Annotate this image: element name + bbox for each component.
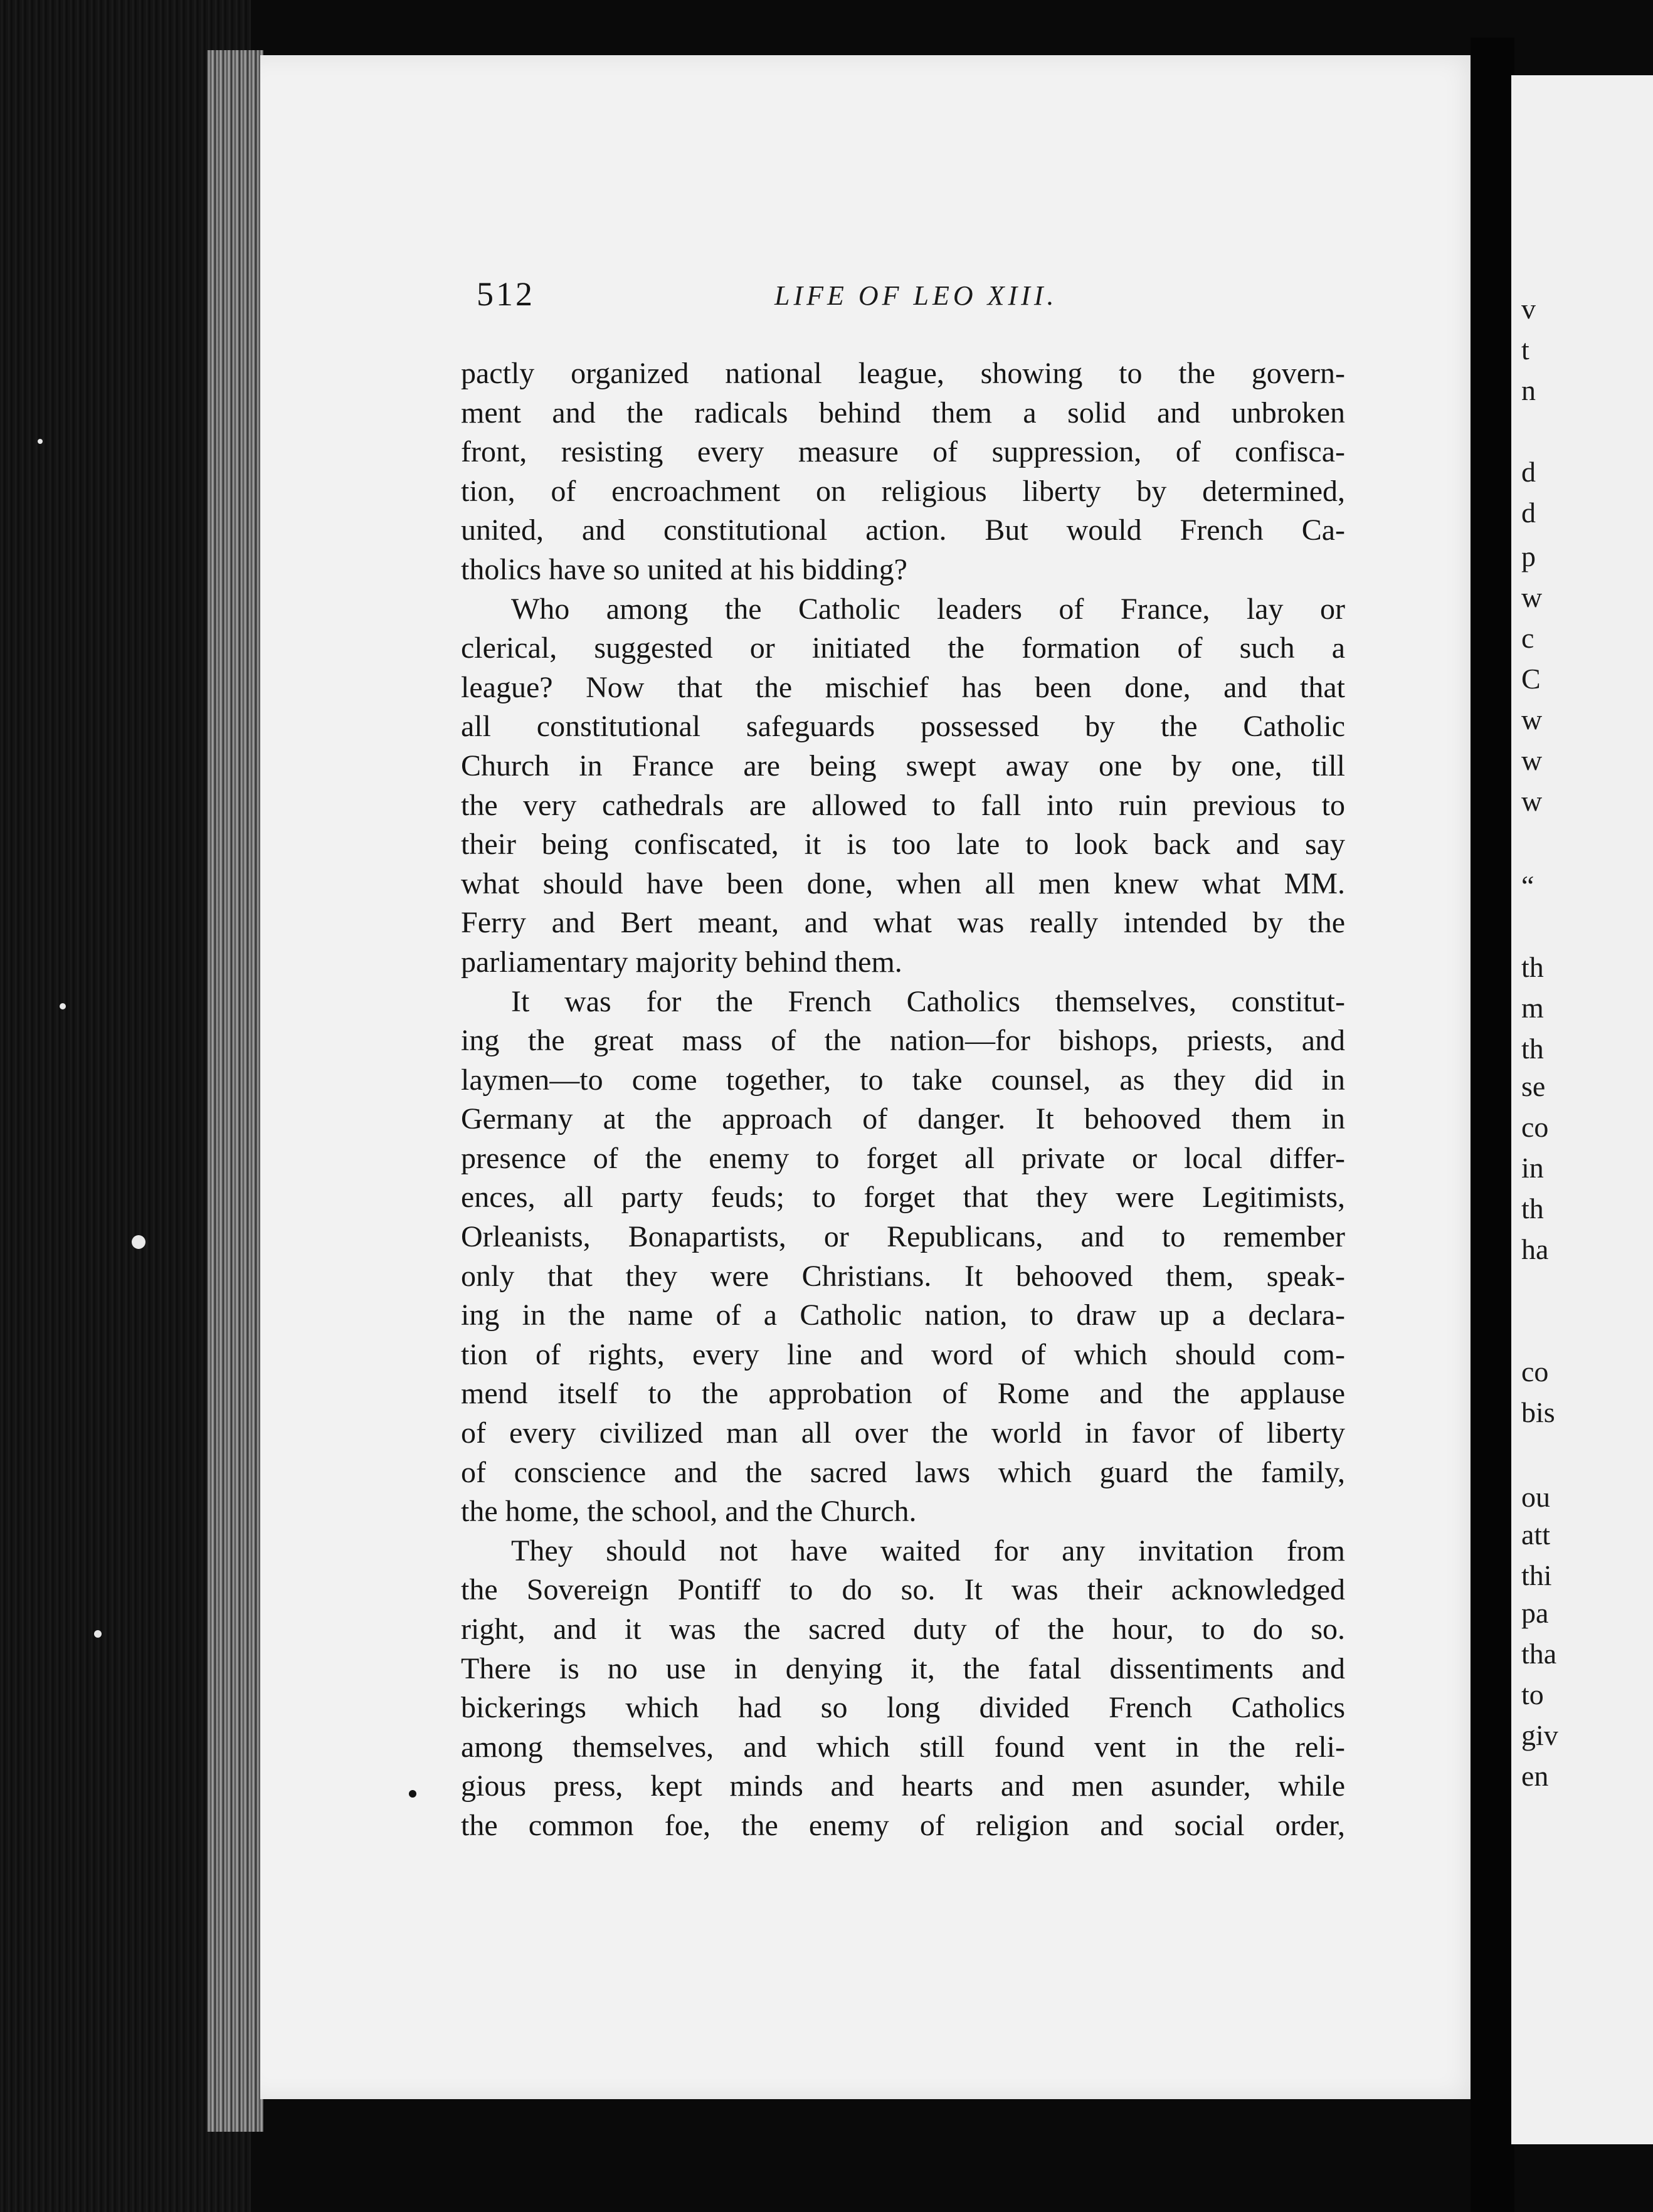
- text-line: only that they were Christians. It behooved them, speak-: [461, 1259, 1345, 1293]
- dust-speck: [132, 1235, 145, 1249]
- facing-page-line: co: [1521, 1356, 1549, 1388]
- facing-page-line: c: [1521, 622, 1534, 654]
- dust-speck: [60, 1003, 66, 1009]
- facing-page-line: ou: [1521, 1481, 1550, 1513]
- facing-page-line: w: [1521, 785, 1543, 817]
- text-line: There is no use in denying it, the fatal dissentiments and: [461, 1651, 1345, 1685]
- facing-page-line: th: [1521, 1193, 1544, 1224]
- facing-page-line: d: [1521, 497, 1536, 529]
- text-line: Ferry and Bert meant, and what was really intended by the: [461, 906, 1345, 940]
- text-line: tion, of encroachment on religious liberty by determined,: [461, 474, 1345, 508]
- facing-page-line: m: [1521, 992, 1544, 1024]
- facing-page-line: n: [1521, 374, 1536, 406]
- dust-speck: [94, 1630, 102, 1638]
- text-line: ment and the radicals behind them a solid and unbroken: [461, 396, 1345, 429]
- text-line: right, and it was the sacred duty of the hour, to do so.: [461, 1613, 1345, 1646]
- text-line: ing in the name of a Catholic nation, to draw up a declara-: [461, 1298, 1345, 1332]
- text-line: laymen—to come together, to take counsel, as they did in: [461, 1063, 1345, 1097]
- facing-page-line: d: [1521, 456, 1536, 488]
- facing-page-line: co: [1521, 1111, 1549, 1143]
- text-line: front, resisting every measure of suppression, of confisca-: [461, 435, 1345, 469]
- text-line: the Sovereign Pontiff to do so. It was their acknowledged: [461, 1573, 1345, 1607]
- text-line: ing the great mass of the nation—for bishops, priests, and: [461, 1024, 1345, 1058]
- text-line: Germany at the approach of danger. It behooved them in: [461, 1102, 1345, 1136]
- facing-page-line: “: [1521, 870, 1534, 902]
- text-line: their being confiscated, it is too late to look back and say: [461, 828, 1345, 861]
- text-line: united, and constitutional action. But would French Ca-: [461, 514, 1345, 547]
- text-line: bickerings which had so long divided French Catholics: [461, 1691, 1345, 1725]
- text-line: Who among the Catholic leaders of France, lay or: [511, 592, 1345, 626]
- facing-page-line: v: [1521, 293, 1536, 325]
- facing-page-line: in: [1521, 1152, 1544, 1184]
- facing-page-fragment: [1511, 75, 1653, 2144]
- facing-page-line: t: [1521, 334, 1529, 366]
- facing-page-line: p: [1521, 540, 1536, 572]
- text-line: Orleanists, Bonapartists, or Republicans, and to remember: [461, 1220, 1345, 1254]
- text-line: the home, the school, and the Church.: [461, 1495, 917, 1529]
- facing-page-line: en: [1521, 1760, 1549, 1792]
- page-number: 512: [477, 275, 535, 313]
- text-line: ences, all party feuds; to forget that they were Legitimists,: [461, 1181, 1345, 1214]
- facing-page-line: C: [1521, 663, 1541, 695]
- facing-page-line: w: [1521, 581, 1543, 613]
- text-line: presence of the enemy to forget all private or local differ-: [461, 1141, 1345, 1175]
- facing-page-line: th: [1521, 1033, 1544, 1065]
- book-gutter: [1471, 38, 1514, 2212]
- facing-page-line: w: [1521, 744, 1543, 776]
- dust-speck: [38, 439, 43, 444]
- text-line: Church in France are being swept away one by one, till: [461, 749, 1345, 782]
- text-line: all constitutional safeguards possessed by the Catholic: [461, 710, 1345, 744]
- text-line: clerical, suggested or initiated the formation of such a: [461, 631, 1345, 665]
- ink-speck: [409, 1790, 416, 1798]
- text-line: They should not have waited for any invitation from: [511, 1534, 1345, 1567]
- facing-page-line: giv: [1521, 1719, 1558, 1751]
- text-line: the common foe, the enemy of religion and social order,: [461, 1808, 1345, 1842]
- text-line: league? Now that the mischief has been done, and that: [461, 670, 1345, 704]
- facing-page-line: w: [1521, 703, 1543, 735]
- facing-page-line: to: [1521, 1678, 1544, 1710]
- text-line: pactly organized national league, showing to the govern-: [461, 357, 1345, 390]
- text-line: the very cathedrals are allowed to fall into ruin previous to: [461, 788, 1345, 822]
- text-line: of conscience and the sacred laws which guard the family,: [461, 1455, 1345, 1489]
- page-edge-stack: [207, 50, 263, 2132]
- running-title: LIFE OF LEO XIII.: [774, 280, 1058, 311]
- facing-page-line: tha: [1521, 1638, 1557, 1670]
- body-text: [461, 354, 1345, 1846]
- facing-page-line: pa: [1521, 1597, 1549, 1629]
- text-line: tion of rights, every line and word of which should com-: [461, 1337, 1345, 1371]
- text-line: parliamentary majority behind them.: [461, 945, 902, 979]
- facing-page-line: se: [1521, 1070, 1546, 1102]
- text-line: gious press, kept minds and hearts and men asunder, while: [461, 1769, 1345, 1803]
- text-line: what should have been done, when all men knew what MM.: [461, 866, 1345, 900]
- text-line: tholics have so united at his bidding?: [461, 552, 907, 586]
- facing-page-line: ha: [1521, 1233, 1549, 1265]
- text-line: of every civilized man all over the world in favor of liberty: [461, 1416, 1345, 1450]
- text-line: It was for the French Catholics themselves, constitut-: [511, 984, 1345, 1018]
- facing-page-line: att: [1521, 1519, 1550, 1551]
- facing-page-line: thi: [1521, 1559, 1552, 1591]
- facing-page-line: th: [1521, 951, 1544, 983]
- text-line: mend itself to the approbation of Rome and the applause: [461, 1377, 1345, 1411]
- facing-page-line: bis: [1521, 1396, 1555, 1428]
- text-line: among themselves, and which still found vent in the reli-: [461, 1730, 1345, 1764]
